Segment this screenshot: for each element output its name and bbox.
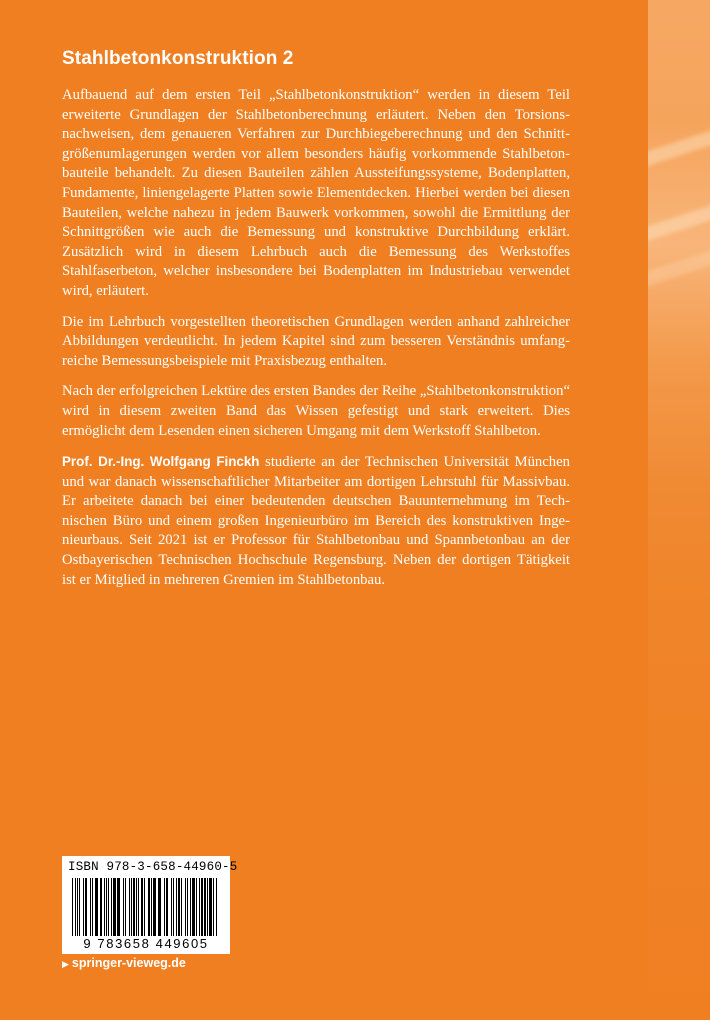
isbn-label: ISBN 978-3-658-44960-5	[68, 860, 238, 874]
description-paragraph-1: Aufbauend auf dem ersten Teil „Stahlbetonkonstruktion“ werden in diesem Teil erweiterte Grundlagen der Stahlbetonberechnung erläutert. Neben den Torsionsnachweisen, dem genaueren Verfahren zur Durchbiegeberechnung und den Schnittgrößenumlagerungen werden vor allem besonders häufig vorkommende Stahlbetonbauteile behandelt. Zu diesen Bauteilen zählen Aussteifungssysteme, Bodenplatten, Fundamente, liniengelagerte Platten sowie Elementdecken. Hierbei werden bei diesen Bauteilen, welche nahezu in jedem Bauwerk vorkommen, sowohl die Ermittlung der Schnittgrößen wie auch die Bemessung und konstruktive Durchbildung erklärt. Zusätzlich wird in diesem Lehrbuch auch die Bemessung des Werkstoffes Stahlfaserbeton, welcher insbesondere bei Bodenplatten im Industriebau verwendet wird, erläutert.	[62, 87, 570, 299]
barcode-digits: 9 783658 449605	[83, 936, 209, 951]
author-name: Prof. Dr.-Ing. Wolfgang Finckh	[62, 454, 260, 470]
publisher-link[interactable]	[62, 956, 186, 970]
barcode-bars	[70, 878, 222, 936]
book-title: Stahlbetonkonstruktion 2	[62, 48, 294, 69]
description-paragraph-2: Die im Lehrbuch vorgestellten theoretischen Grundlagen werden anhand zahlreicher Abbildungen verdeutlicht. In jedem Kapitel sind zum besseren Verständnis umfangreiche Bemessungsbeispiele mit Praxisbezug enthalten.	[62, 313, 570, 369]
publisher-url: springer-vieweg.de	[71, 956, 186, 970]
author-paragraph	[62, 452, 570, 590]
isbn-barcode	[62, 856, 238, 954]
arrow-icon: ▶	[62, 959, 69, 969]
back-cover-text	[62, 86, 570, 601]
description-paragraph-3: Nach der erfolgreichen Lektüre des ersten Bandes der Reihe „Stahlbetonkonstruktion“ wird in diesem zweiten Band das Wissen gefestigt und stark erweitert. Dies ermöglicht dem Lesenden einen sicheren Umgang mit dem Werkstoff Stahlbeton.	[62, 383, 570, 439]
spine-photo-strip	[648, 0, 710, 1020]
author-bio: studierte an der Technischen Universität München und war danach wissenschaftlicher Mitarbeiter am dortigen Lehrstuhl für Massivbau. Er arbeitete danach bei einer bedeutenden deutschen Bauunternehmung im Technischen Büro und einem großen Ingenieurbüro im Bereich des konstruktiven Ingenieurbaus. Seit 2021 ist er Professor für Stahlbetonbau und Spannbetonbau an der Ostbayerischen Technischen Hochschule Regensburg. Neben der dortigen Tätigkeit ist er Mitglied in mehreren Gremien im Stahlbetonbau.	[62, 454, 570, 588]
